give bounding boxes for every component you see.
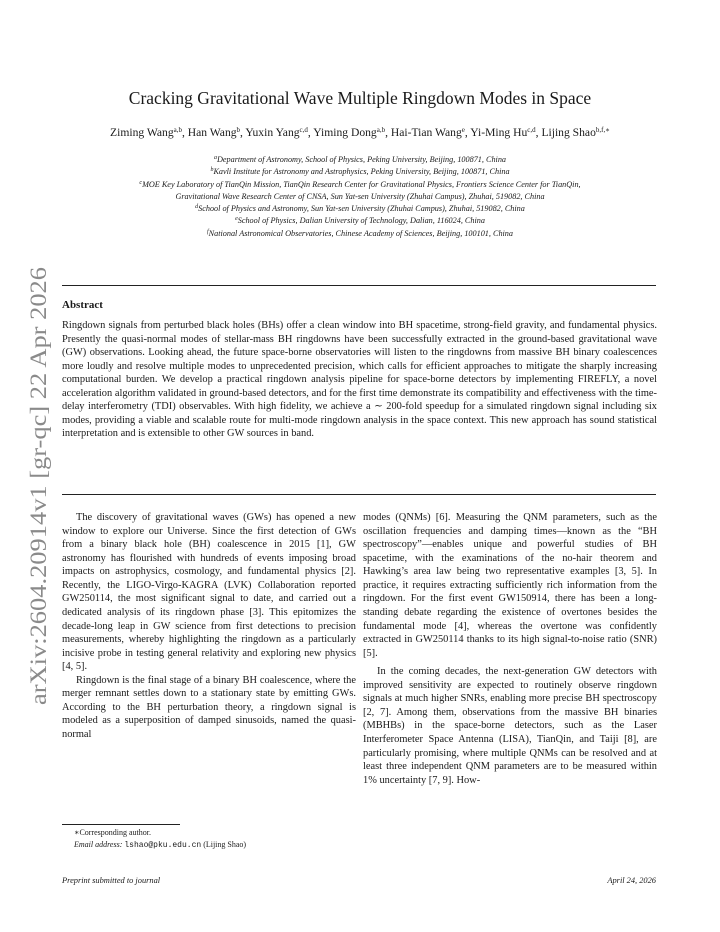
affiliation: $^e$School of Physics, Dalian University of Technology, Dalian, 116024, China [235, 216, 485, 226]
author: Ziming Wang$^{a,b}$, [110, 126, 188, 139]
author: Hai-Tian Wang$^e$, [390, 126, 471, 139]
abstract-top-rule [62, 285, 656, 286]
author: Lijing Shao$^{b,f,∗}$ [541, 126, 610, 139]
author: Yi-Ming Hu$^{c,d}$, [470, 126, 542, 139]
abstract-heading: Abstract [62, 299, 103, 311]
affiliation: $^a$Department of Astronomy, School of Physics, Peking University, Beijing, 100871, China [213, 155, 507, 164]
body-paragraph: modes (QNMs) [6]. Measuring the QNM parameters, such as the oscillation frequencies and damping times—known as the “BH spectroscopy”—enables unique and powerful studies of BH spacetime, with the examinations of the no-hair theorem and Hawking’s area law being two representative examples [3, 5]. In practice, it requires extracting sufficiently rich information from the ringdown. For the first event GW150914, there has been a long-standing debate regarding the existence of overtones besides the fundamental mode [4], whereas the overtone was confidently extracted in GW250114 thanks to its high signal-to-noise ratio (SNR) [5]. [363, 512, 657, 659]
affiliation: Gravitational Wave Research Center of CNSA, Sun Yat-sen University (Zhuhai Campus), Zhuhai, 519082, China [175, 191, 545, 201]
body-paragraph: In the coming decades, the next-generation GW detectors with improved sensitivity are expected to routinely observe ringdown signals at much higher SNRs, enabling more precise BH spectroscopy [2, 7]. Among them, observations from the massive BH binaries (MBHBs) in the space-borne detectors, such as the Laser Interferometer Space Antenna (LISA), TianQin, and Taiji [8], are particularly promising, where multiple QNMs can be resolved and at least three independent QNM parameters are to be measured within 1% uncertainty [7, 9]. How- [363, 666, 657, 786]
body-column-left [62, 511, 356, 742]
author-list [60, 126, 660, 139]
author: Yiming Dong$^{a,b}$, [313, 126, 391, 139]
footnote-rule [62, 824, 180, 825]
body-paragraph: Ringdown is the final stage of a binary BH coalescence, where the merger remnant settles down to a stationary state by emitting GWs. According to the BH perturbation theory, a ringdown signal is modeled as a superposition of damped sinusoids, named the quasi-normal [62, 674, 356, 740]
author: Han Wang$^b$, [187, 126, 246, 139]
email-link[interactable]: lshao@pku.edu.cn [124, 840, 202, 850]
email-note: Email address: lshao@pku.edu.cn (Lijing Shao) [74, 839, 247, 850]
affiliation: $^f$National Astronomical Observatories, Chinese Academy of Sciences, Beijing, 100101, China [206, 228, 513, 238]
abstract-text: Ringdown signals from perturbed black holes (BHs) offer a clean window into BH spacetime, strong-field gravity, and fundamental physics. Presently the quasi-normal modes of stellar-mass BH ringdowns have been successfully extracted in the ground-based gravitational wave (GW) observations. Looking ahead, the future space-borne observatories will listen to the ringdowns from massive BH binary coalescences more loudly and resolve multiple modes to unprecedented precision, which calls for efficient approaches to mitigate the sharply increasing computational burden. We develop a practical ringdown analysis pipeline for space-borne detectors by implementing FIREFLY, a novel acceleration algorithm validated in ground-based detectors, and for the first time demonstrate its compatibility and effectiveness with the time-delay interferometry (TDI) observables. With high fidelity, we achieve a ∼ 200-fold speedup for a simulated ringdown signal including six modes, providing a viable and scalable route for multi-mode ringdown analysis in the space context. This new approach has sound statistical interpretation and is extensible to other GW sources in band. [62, 320, 657, 440]
footnote [62, 827, 246, 851]
author: Yuxin Yang$^{c,d}$, [245, 126, 314, 139]
affiliation: $^c$MOE Key Laboratory of TianQin Mission, TianQin Research Center for Gravitational Physics, Frontiers Science Center for TianQin, [139, 179, 581, 189]
paper-title: Cracking Gravitational Wave Multiple Ringdown Modes in Space [128, 88, 592, 108]
body-paragraph: The discovery of gravitational waves (GWs) has opened a new window to explore our Universe. Since the first detection of GWs from a binary black hole (BH) coalescence in 2015 [1], GW astronomy has flourished with hundreds of events imposing broad impacts on astrophysics, cosmology, and fundamental physics [2]. Recently, the LIGO-Virgo-KAGRA (LVK) Collaboration reported GW250114, the most significant signal to date, and carried out a dedicated analysis of its ringdown phase [3]. This epitomizes the decade-long leap in GW science from first detections to precision measurements, whereby highlighting the ringdown as a particularly incisive probe in testing general relativity and exploring new physics [4, 5]. [62, 512, 356, 673]
footer-journal-note: Preprint submitted to journal [62, 876, 161, 885]
affiliation: $^b$Kavli Institute for Astronomy and Astrophysics, Peking University, Beijing, 100871, China [210, 167, 510, 177]
affiliations [40, 154, 680, 240]
footer-date: April 24, 2026 [607, 876, 656, 885]
body-column-right [363, 511, 657, 787]
arxiv-identifier-text: arXiv:2604.20914v1 [gr-qc] 22 Apr 2026 [26, 324, 51, 705]
arxiv-identifier-stamp [6, 265, 66, 705]
corresponding-author-note: ∗Corresponding author. [74, 828, 151, 837]
affiliation: $^d$School of Physics and Astronomy, Sun Yat-sen University (Zhuhai Campus), Zhuhai, 519082, China [195, 204, 525, 214]
abstract-bottom-rule [62, 494, 656, 495]
